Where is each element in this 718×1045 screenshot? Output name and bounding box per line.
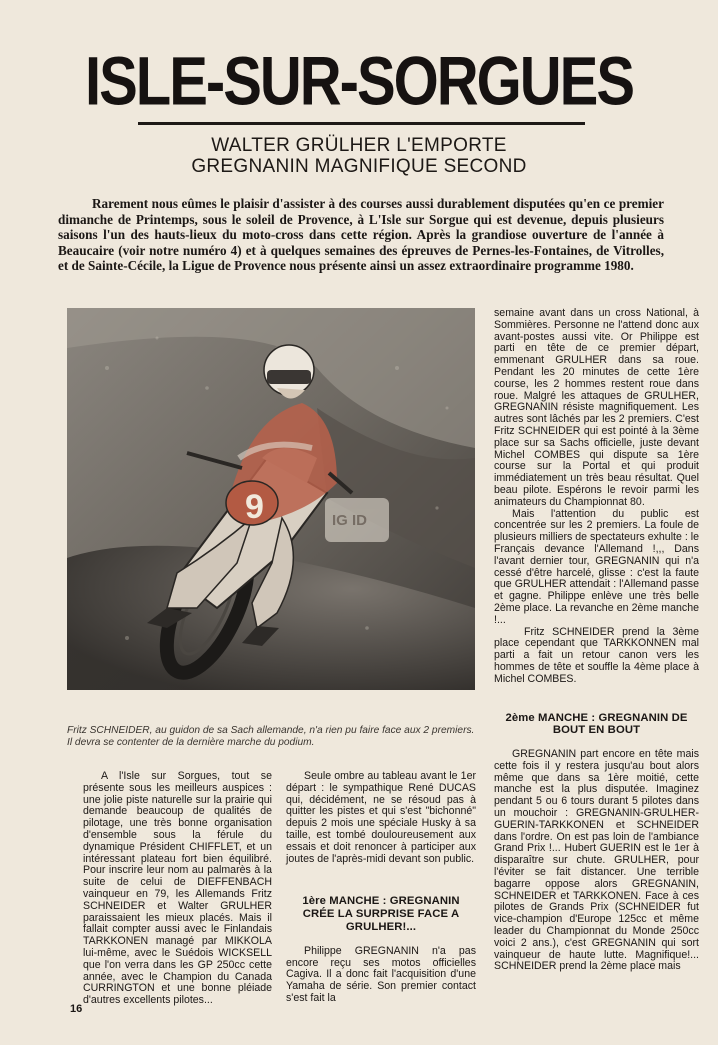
left-paragraph-1: A l'Isle sur Sorgues, tout se présente sous les meilleurs auspices : une jolie piste naturelle sur la prairie qui demande beaucoup de qualités de pilotage, une très bonne organisation d'ensemble sous la férule du dynamique Président CHIFFLET, et un intéressant plateau fort bien équilibré. Pour inscrire leur nom au palmarès à la suite de celui de DIEFFENBACH vainqueur en 79, les Allemands Fritz SCHNEIDER et Walter GRULHER paraissaient les mieux placés. Mais il fallait compter aussi avec le Finlandais TARKKONEN managé par MIKKOLA lui-même, avec le Suédois WICKSELL que l'on verra dans les GP 250cc cette année, avec le Champion du Canada CURRINGTON et une bonne pléiade d'autres excellents pilotes...	[83, 770, 272, 1007]
race-number: 9	[245, 488, 264, 526]
intro-paragraph: Rarement nous eûmes le plaisir d'assister à des courses aussi durablement disputées qu'en ce premier dimanche de Printemps, sous le soleil de Provence, à L'Isle sur Sorgue qui est devenue, depuis plusieurs saisons l'un des hauts-lieux du moto-cross dans cette région. Après la grandiose ouverture de l'année à Beaucaire (voir notre numéro 4) et à quelques semaines des épreuves de Pernes-les-Fontaines, de Vitrolles, et de Sainte-Cécile, la Ligue de Provence nous présente ainsi un assez extraordinaire programme 1980.	[58, 196, 664, 274]
heading-first-heat: 1ère MANCHE : GREGNANIN CRÉE LA SURPRISE FACE A GRULHER!...	[302, 895, 460, 933]
right-column	[494, 308, 699, 973]
photo-watermark	[325, 498, 389, 542]
svg-text:IG ID: IG ID	[332, 512, 368, 529]
heading-second-heat: 2ème MANCHE : GREGNANIN DE BOUT EN BOUT	[505, 711, 688, 737]
right-paragraph-1: semaine avant dans un cross National, à Sommières. Personne ne l'attend donc aux avant-postes aussi vite. Or Philippe est parti en tête de ce premier départ, emmenant GRULHER dans sa roue. Pendant les 20 minutes de cette 1ère course, les 2 hommes restent roue dans roue. Malgré les attaques de GRULHER, GREGNANIN résiste magnifiquement. Les autres sont lâchés par les 2 premiers. C'est Fritz SCHNEIDER qui est pointé à la 3ème place sur sa Sachs officielle, juste devant Michel COMBES qui dispute sa 1ère course sur la Portal et qui produit immédiatement un très beau résultat. Quel beau pilote. Espérons le revoir parmi les animateurs du Championnat 80.	[494, 307, 699, 508]
right-paragraph-2: Mais l'attention du public est concentrée sur les 2 premiers. La foule de plusieurs milliers de spectateurs exhulte : le Français devance l'Allemand !,,, Dans l'avant dernier tour, GREGNANIN qui n'a cessé d'être harcelé, glisse : c'est la faute que GRULHER attendait : l'Allemand passe et gagne. Philippe enlève une très belle 2ème place. La revanche en 2ème manche !...	[494, 507, 699, 626]
left-column	[83, 771, 272, 1007]
page-number: 16	[70, 1003, 83, 1015]
article-title: ISLE-SUR-SORGUES	[84, 43, 634, 120]
title-underline	[138, 122, 585, 125]
motocross-photo	[67, 308, 475, 690]
subtitle-line-1: WALTER GRÜLHER L'EMPORTE	[211, 135, 507, 156]
photo-caption: Fritz SCHNEIDER, au guidon de sa Sach allemande, n'a rien pu faire face aux 2 premiers. Il devra se contenter de la dernière marche du podium.	[67, 725, 475, 748]
middle-column	[286, 771, 476, 1005]
right-paragraph-3: Fritz SCHNEIDER prend la 3ème place cependant que TARKKONNEN mal parti a fait un retour canon vers les hommes de tête et souffle la 4ème place à Michel COMBES.	[494, 625, 699, 685]
subtitle-line-2: GREGNANIN MAGNIFIQUE SECOND	[191, 156, 527, 177]
middle-paragraph-2: Philippe GREGNANIN n'a pas encore reçu ses motos officielles Cagiva. Il a donc fait l'acquisition d'une Yamaha de série. Son premier contact s'est fait la	[286, 944, 476, 1004]
right-paragraph-4: GREGNANIN part encore en tête mais cette fois il y restera jusqu'au bout alors même que dans sa 1ère moitié, cette manche est la plus disputée. Imaginez pendant 5 ou 6 tours durant 5 pilotes dans un mouchoir : GREGNANIN-GRULHER-GUERIN-TARKKONEN et SCHNEIDER dans l'ordre. On est pas loin de l'ambiance Grand Prix !... Hubert GUERIN est le 1er à disparaître sur chute. GRULHER, pour l'éviter se fait distancer. Une terrible bagarre oppose alors GREGNANIN, SCHNEIDER et TARKKONEN. Face à ces pilotes de Grands Prix (SCHNEIDER fut vice-champion d'Europe 125cc et même leader du Championnat du Monde 250cc voici 2 ans.), c'est GREGNANIN qui sort vainqueur de haute lutte. Magnifique!... SCHNEIDER prend la 2ème place mais	[494, 748, 699, 973]
middle-paragraph-1: Seule ombre au tableau avant le 1er départ : le sympathique René DUCAS qui, décidément, ne se résoud pas à quitter les pistes et qui s'est "bichonné" depuis 2 mois une spéciale Husky à sa taille, est tombé douloureusement aux essais et doit renoncer à participer aux joutes de l'après-midi devant son public.	[286, 770, 476, 865]
